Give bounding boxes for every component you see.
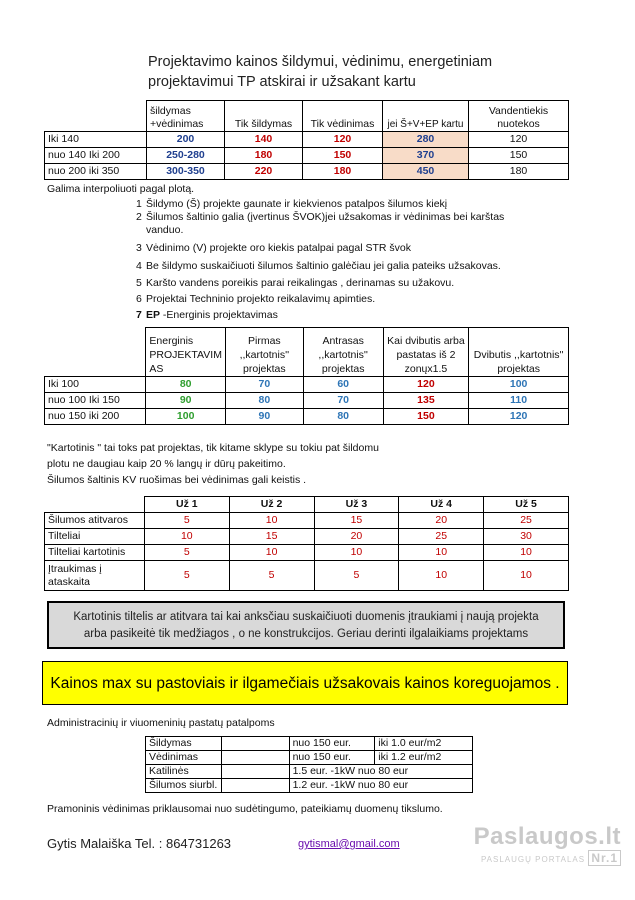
- cell-value: 250-280: [147, 148, 225, 164]
- cell-value: iki 1.0 eur/m2: [375, 737, 473, 751]
- cell-value: 10: [399, 545, 484, 561]
- header-per-4: Už 4: [399, 497, 484, 513]
- row-label: Katilinės: [146, 765, 222, 779]
- contact-signature: Gytis Malaiška Tel. : 864731263: [47, 836, 232, 851]
- price-table-heating: [44, 100, 569, 180]
- price-table-admin: [145, 736, 473, 793]
- title-line-1: Projektavimo kainos šildymui, vėdinimu, energetiniam: [148, 54, 493, 70]
- table-row: [45, 529, 569, 545]
- cell-value: 1.5 eur. -1kW nuo 80 eur: [289, 765, 472, 779]
- header-second-repeat: Antrasas ,,kartotnis'' projektas: [303, 328, 383, 377]
- explanation-line: Šilumos šaltinis KV ruošimas bei vėdinimas gali keistis .: [47, 474, 307, 486]
- row-label: Šilumos siurbl.: [146, 779, 222, 793]
- cell-value: 180: [225, 148, 303, 164]
- cell-value: 5: [144, 513, 229, 529]
- cell-value: 5: [229, 561, 314, 591]
- list-item: 2 Šilumos šaltinio galia (įvertinus ŠVOK)jei užsakomas ir vėdinimas bei karštas: [136, 211, 505, 223]
- cell-value: 150: [469, 148, 569, 164]
- header-line-2: +vėdinimas: [150, 118, 204, 130]
- cell-empty: [221, 751, 289, 765]
- cell-value: 120: [303, 132, 383, 148]
- note-line: Kartotinis tiltelis ar atitvara tai kai anksčiau suskaičiuoti duomenis įtraukiami į naują projekta: [73, 611, 539, 623]
- header-heating-ventilation: [147, 101, 225, 132]
- cell-value: 70: [225, 377, 303, 393]
- cell-empty: [221, 765, 289, 779]
- cell-value: 90: [225, 409, 303, 425]
- table-row: [146, 779, 473, 793]
- price-table-energy: [44, 327, 569, 425]
- cell-value: 25: [484, 513, 569, 529]
- list-item: 6 Projektai Techninio projekto reikalavimų apimties.: [136, 293, 376, 305]
- cell-value: 1.2 eur. -1kW nuo 80 eur: [289, 779, 472, 793]
- row-label: Šildymas: [146, 737, 222, 751]
- page-title: [148, 52, 492, 92]
- table-header-row: [45, 497, 569, 513]
- cell-empty: [221, 779, 289, 793]
- table-row: [45, 377, 569, 393]
- cell-value: 110: [469, 393, 569, 409]
- table-row: [45, 132, 569, 148]
- row-label: Iki 140: [45, 132, 147, 148]
- cell-value: 15: [229, 529, 314, 545]
- cell-value: 100: [469, 377, 569, 393]
- header-per-3: Už 3: [314, 497, 399, 513]
- cell-value: 180: [469, 164, 569, 180]
- note-line: arba pasikeitė tik medžiagos , o ne konstrukcijos. Geriau derinti ilgalaikiams projektams: [83, 628, 529, 640]
- cell-value: 20: [399, 513, 484, 529]
- table-row: [45, 164, 569, 180]
- cell-value: 220: [225, 164, 303, 180]
- cell-value: 15: [314, 513, 399, 529]
- table-row: [45, 513, 569, 529]
- cell-value: 10: [229, 513, 314, 529]
- explanation-line: "Kartotinis " tai toks pat projektas, tik kitame sklype su tokiu pat šildomu: [47, 442, 379, 454]
- explanation-line: plotu ne daugiau kaip 20 % langų ir dūrų pakeitimo.: [47, 458, 286, 470]
- cell-value: nuo 150 eur.: [289, 737, 375, 751]
- cell-value: 140: [225, 132, 303, 148]
- email-link[interactable]: gytismal@gmail.com: [298, 838, 400, 850]
- header-first-repeat: Pirmas ,,kartotnis'' projektas: [225, 328, 303, 377]
- repeat-explanation: [47, 440, 379, 488]
- cell-value: 20: [314, 529, 399, 545]
- row-label: Vėdinimas: [146, 751, 222, 765]
- cell-value: 70: [303, 393, 383, 409]
- table-row: [45, 393, 569, 409]
- cell-value: 120: [383, 377, 469, 393]
- row-label: Iki 100: [45, 377, 146, 393]
- watermark-badge: Nr.1: [588, 850, 621, 866]
- header-energy: Energinis PROJEKTAVIM AS: [146, 328, 226, 377]
- header-ventilation-only: Tik vėdinimas: [303, 101, 383, 132]
- cell-value: 450: [383, 164, 469, 180]
- header-per-2: Už 2: [229, 497, 314, 513]
- table-row: [45, 148, 569, 164]
- header-water: Vandentiekis nuotekos: [469, 101, 569, 132]
- list-item: 4 Be šildymo suskaičiuoti šilumos šaltinio galėčiau jei galia pateiks užsakovas.: [136, 260, 501, 272]
- interpolation-note: Galima interpoliuoti pagal plotą.: [47, 183, 195, 195]
- empty-header-cell: [45, 328, 146, 377]
- cell-value: 90: [146, 393, 226, 409]
- site-watermark: [474, 823, 621, 865]
- watermark-name: Paslaugos.lt: [473, 823, 621, 850]
- table-row: [45, 409, 569, 425]
- cell-value: 120: [469, 132, 569, 148]
- empty-header-cell: [45, 101, 147, 132]
- cell-value: 200: [147, 132, 225, 148]
- cell-value: 370: [383, 148, 469, 164]
- cell-value: 150: [303, 148, 383, 164]
- cell-value: 5: [144, 545, 229, 561]
- list-item: 7 EP -Energinis projektavimas: [136, 309, 278, 321]
- cell-value: 60: [303, 377, 383, 393]
- header-line-1: šildymas: [150, 105, 191, 117]
- cell-empty: [221, 737, 289, 751]
- industrial-note: Pramoninis vėdinimas priklausomai nuo sudėtingumo, pateikiamų duomenų tikslumo.: [47, 803, 443, 815]
- row-label: nuo 200 iki 350: [45, 164, 147, 180]
- cell-value: 10: [399, 561, 484, 591]
- header-duplex-repeat: Dvibutis ,,kartotnis'' projektas: [469, 328, 569, 377]
- cell-value: 10: [314, 545, 399, 561]
- cell-value: 180: [303, 164, 383, 180]
- header-per-5: Už 5: [484, 497, 569, 513]
- repeat-bridge-note: [47, 601, 565, 649]
- cell-value: 10: [484, 545, 569, 561]
- list-item: 5 Karšto vandens poreikis parai reikalingas , derinamas su užakovu.: [136, 277, 455, 289]
- cell-value: 80: [146, 377, 226, 393]
- empty-header-cell: [45, 497, 145, 513]
- title-line-2: projektavimui TP atskirai ir užsakant kartu: [148, 74, 416, 90]
- list-item: vanduo.: [146, 224, 184, 236]
- cell-value: 30: [484, 529, 569, 545]
- cell-value: 80: [303, 409, 383, 425]
- cell-value: 5: [314, 561, 399, 591]
- cell-value: 120: [469, 409, 569, 425]
- cell-value: 100: [146, 409, 226, 425]
- row-label: Tilteliai: [45, 529, 145, 545]
- cell-value: 280: [383, 132, 469, 148]
- header-per-1: Už 1: [144, 497, 229, 513]
- admin-heading: Administracinių ir viuomeninių pastatų patalpoms: [47, 717, 275, 729]
- cell-value: nuo 150 eur.: [289, 751, 375, 765]
- cell-value: 135: [383, 393, 469, 409]
- cell-value: 150: [383, 409, 469, 425]
- row-label: Įtraukimas į ataskaita: [45, 561, 145, 591]
- table-header-row: [45, 101, 569, 132]
- price-adjustment-banner: Kainos max su pastoviais ir ilgamečiais užsakovais kainos koreguojamos .: [42, 661, 568, 705]
- table-row: [45, 545, 569, 561]
- cell-value: 10: [229, 545, 314, 561]
- row-label: Tilteliai kartotinis: [45, 545, 145, 561]
- table-row: [146, 751, 473, 765]
- cell-value: 300-350: [147, 164, 225, 180]
- price-table-bridges: [44, 496, 569, 591]
- table-header-row: [45, 328, 569, 377]
- list-item: 3 Vėdinimo (V) projekte oro kiekis patalpai pagal STR švok: [136, 242, 411, 254]
- row-label: nuo 140 Iki 200: [45, 148, 147, 164]
- cell-value: 10: [144, 529, 229, 545]
- table-row: [45, 561, 569, 591]
- cell-value: 10: [484, 561, 569, 591]
- header-combined: jei Š+V+EP kartu: [383, 101, 469, 132]
- header-heating-only: Tik šildymas: [225, 101, 303, 132]
- watermark-sub: PASLAUGŲ PORTALAS Nr.1: [474, 851, 621, 865]
- list-item: 1 Šildymo (Š) projekte gaunate ir kiekvienos patalpos šilumos kiekį: [136, 198, 448, 210]
- cell-value: 25: [399, 529, 484, 545]
- table-row: [146, 765, 473, 779]
- row-label: nuo 150 iki 200: [45, 409, 146, 425]
- cell-value: 80: [225, 393, 303, 409]
- cell-value: 5: [144, 561, 229, 591]
- row-label: Šilumos atitvaros: [45, 513, 145, 529]
- cell-value: iki 1.2 eur/m2: [375, 751, 473, 765]
- row-label: nuo 100 Iki 150: [45, 393, 146, 409]
- table-row: [146, 737, 473, 751]
- header-duplex: Kai dvibutis arba pastatas iš 2 zonųx1.5: [383, 328, 469, 377]
